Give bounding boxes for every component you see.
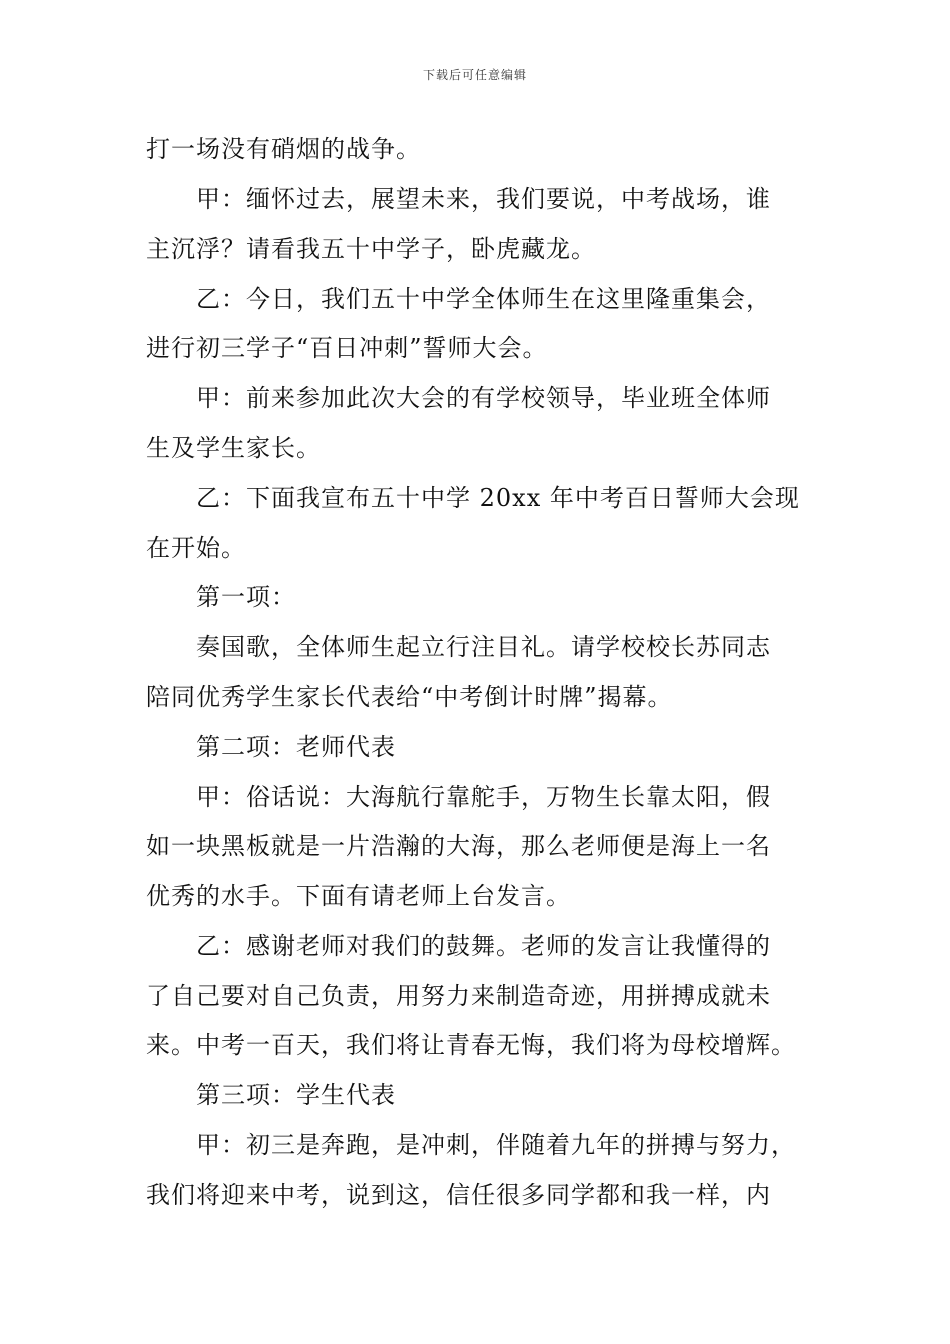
text-line: 如一块黑板就是一片浩瀚的大海，那么老师便是海上一名 (146, 832, 771, 860)
text-line: 甲：缅怀过去，展望未来，我们要说，中考战场，谁 (196, 185, 771, 213)
text-line: 主沉浮？请看我五十中学子，卧虎藏龙。 (146, 235, 596, 263)
text-line: 在开始。 (146, 534, 246, 562)
text-line: 我们将迎来中考，说到这，信任很多同学都和我一样，内 (146, 1181, 771, 1209)
text-line: 乙：感谢老师对我们的鼓舞。老师的发言让我懂得的 (196, 932, 771, 960)
text-line: 陪同优秀学生家长代表给“中考倒计时牌”揭幕。 (146, 683, 673, 711)
text-line: 甲：前来参加此次大会的有学校领导，毕业班全体师 (196, 384, 771, 412)
text-line: 了自己要对自己负责，用努力来制造奇迹，用拼搏成就未 (146, 982, 771, 1010)
text-line: 奏国歌，全体师生起立行注目礼。请学校校长苏同志 (196, 633, 771, 661)
text-line: 进行初三学子“百日冲刺”誓师大会。 (146, 334, 548, 362)
page-header: 下载后可任意编辑 (422, 68, 527, 82)
text-line: 乙：下面我宣布五十中学 20xx 年中考百日誓师大会现 (196, 484, 800, 512)
text-line: 来。中考一百天，我们将让青春无悔，我们将为母校增辉。 (146, 1031, 796, 1059)
text-line: 甲：初三是奔跑，是冲刺，伴随着九年的拼搏与努力， (196, 1131, 796, 1159)
text-line: 乙：今日，我们五十中学全体师生在这里隆重集会， (196, 285, 771, 313)
text-line: 生及学生家长。 (146, 434, 321, 462)
section-heading: 第二项：老师代表 (196, 733, 396, 761)
text-line: 优秀的水手。下面有请老师上台发言。 (146, 882, 571, 910)
text-line: 打一场没有硝烟的战争。 (146, 135, 421, 163)
section-heading: 第三项：学生代表 (196, 1081, 396, 1109)
section-heading: 第一项： (196, 583, 296, 611)
text-line: 甲：俗话说：大海航行靠舵手，万物生长靠太阳，假 (196, 783, 771, 811)
